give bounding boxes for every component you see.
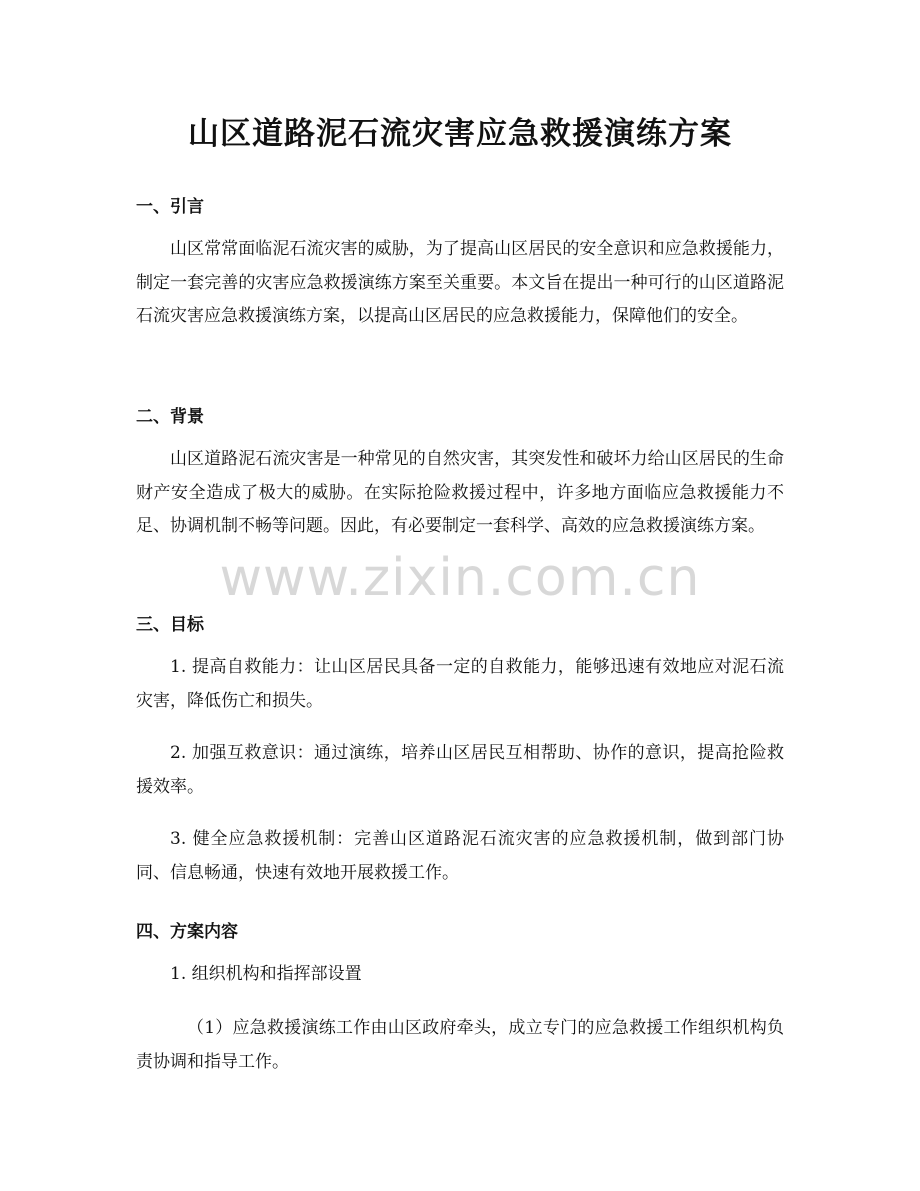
document-title: 山区道路泥石流灾害应急救援演练方案	[188, 116, 732, 152]
paragraph-introduction: 山区常常面临泥石流灾害的威胁，为了提高山区居民的安全意识和应急救援能力，制定一套完善的灾害应急救援演练方案至关重要。本文旨在提出一种可行的山区道路泥石流灾害应急救援演练方案，以提高山区居民的应急救援能力，保障他们的安全。	[136, 239, 784, 326]
plan-item-1: 1. 组织机构和指挥部设置	[170, 964, 362, 984]
watermark: www.zixin.com.cn	[219, 548, 701, 608]
goal-item-1: 1. 提高自救能力：让山区居民具备一定的自救能力，能够迅速有效地应对泥石流灾害，降低伤亡和损失。	[136, 657, 784, 711]
section-heading-introduction: 一、引言	[136, 197, 204, 217]
section-heading-plan-content: 四、方案内容	[136, 922, 238, 942]
plan-subitem-1: （1）应急救援演练工作由山区政府牵头，成立专门的应急救援工作组织机构负责协调和指导工作。	[136, 1018, 784, 1072]
section-heading-goals: 三、目标	[136, 615, 204, 635]
goal-item-2: 2. 加强互救意识：通过演练，培养山区居民互相帮助、协作的意识，提高抢险救援效率。	[136, 743, 784, 797]
section-heading-background: 二、背景	[136, 407, 204, 427]
paragraph-background: 山区道路泥石流灾害是一种常见的自然灾害，其突发性和破坏力给山区居民的生命财产安全造成了极大的威胁。在实际抢险救援过程中，许多地方面临应急救援能力不足、协调机制不畅等问题。因此，有必要制定一套科学、高效的应急救援演练方案。	[136, 449, 784, 536]
goal-item-3: 3. 健全应急救援机制：完善山区道路泥石流灾害的应急救援机制，做到部门协同、信息畅通，快速有效地开展救援工作。	[136, 829, 784, 883]
